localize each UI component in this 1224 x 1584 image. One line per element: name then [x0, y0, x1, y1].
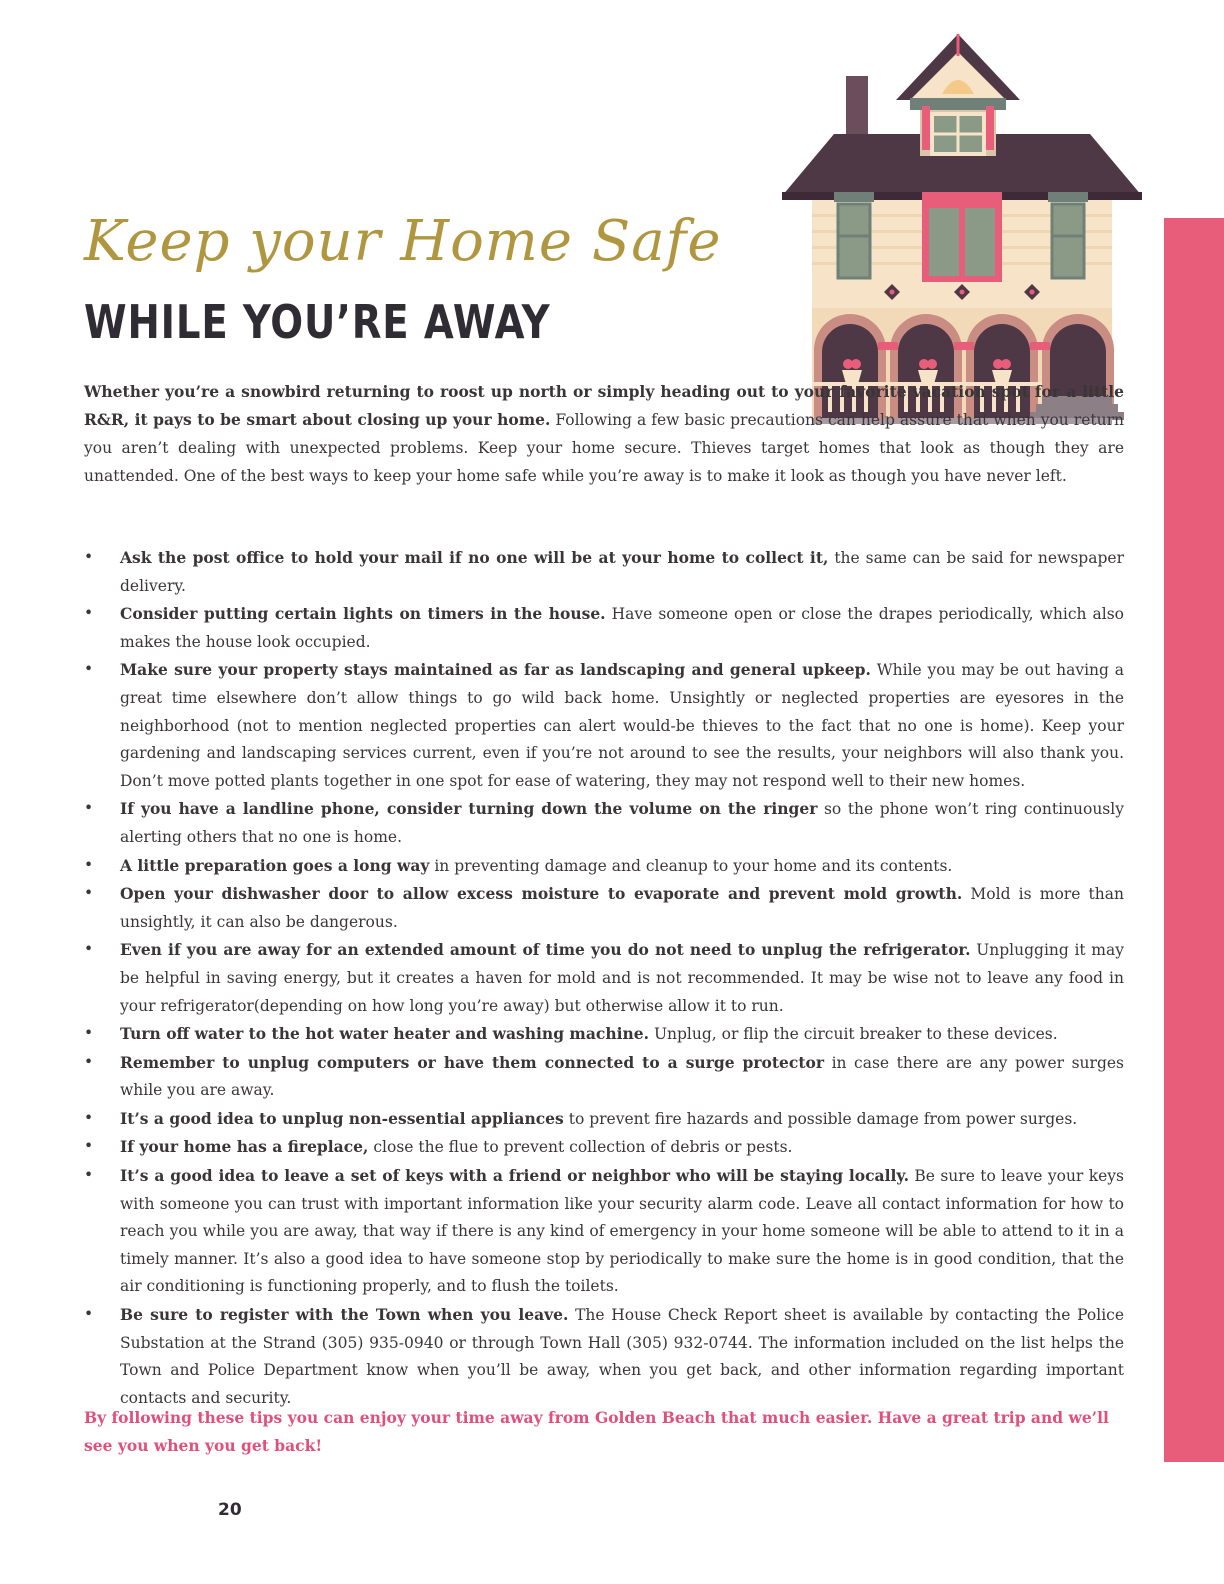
- tip-text: the same can be said for newspaper delivery.: [120, 549, 1124, 595]
- tip-lead: Turn off water to the hot water heater and washing machine.: [120, 1024, 649, 1044]
- tip-lead: Ask the post office to hold your mail if no one will be at your home to collect it,: [120, 548, 829, 567]
- tip-lead: Be sure to register with the Town when you leave.: [120, 1305, 569, 1325]
- list-item: [84, 656, 1124, 795]
- title-script: Keep your Home Safe: [84, 209, 722, 274]
- bullet: •: [84, 1024, 94, 1043]
- tip-lead: If you have a landline phone, consider turning down the volume on the ringer: [120, 799, 818, 819]
- tip-lead: Even if you are away for an extended amount of time you do not need to unplug the refrigerator.: [120, 940, 971, 960]
- list-item: [84, 1049, 1124, 1105]
- list-item: [84, 1133, 1124, 1162]
- bullet: •: [84, 1166, 94, 1185]
- tip-lead: If your home has a fireplace,: [120, 1137, 369, 1157]
- tip-text: Have someone open or close the drapes periodically, which also makes the house look occupied.: [120, 605, 1124, 651]
- tip-text: to prevent fire hazards and possible damage from power surges.: [568, 1109, 1078, 1128]
- tip-lead: Consider putting certain lights on timers in the house.: [120, 604, 606, 624]
- bullet: •: [84, 1108, 94, 1127]
- tip-text: in case there are any power surges while you are away.: [120, 1053, 1124, 1100]
- list-item: [84, 1020, 1124, 1049]
- tip-text: Be sure to leave your keys with someone you can trust with important information like your security alarm code. Leave all contact information for how to reach you while you are away, that way if there is any kind of emergency in your home someone will be able to attend to it in a timely manner. It’s also a good idea to have someone stop by periodically to make sure the home is in good condition, that the air conditioning is functioning properly, and to flush the toilets.: [120, 1167, 1124, 1296]
- bullet: •: [84, 548, 94, 566]
- bullet: •: [84, 884, 94, 903]
- bullet: •: [84, 940, 94, 959]
- list-item: [84, 1105, 1124, 1134]
- tip-text: While you may be out having a great time elsewhere don’t allow things to go wild back home. Unsightly or neglected properties are eyesores in the neighborhood (not to mention neglected properties can alert would-be thieves to the fact that no one is home). Keep your gardening and landscaping services current, even if you’re not around to see the results, your neighbors will also thank you. Don’t move potted plants together in one spot for ease of watering, they may not respond well to their new homes.: [120, 661, 1125, 790]
- list-item: [84, 936, 1124, 1020]
- tip-lead: It’s a good idea to leave a set of keys with a friend or neighbor who will be staying locally.: [120, 1166, 910, 1186]
- tip-text: Mold is more than unsightly, it can also be dangerous.: [120, 885, 1124, 931]
- tip-text: so the phone won’t ring continuously alerting others that no one is home.: [120, 800, 1124, 846]
- tip-lead: Open your dishwasher door to allow excess moisture to evaporate and prevent mold growth.: [120, 884, 963, 904]
- page-number: 20: [218, 1500, 242, 1520]
- tip-text: close the flue to prevent collection of debris or pests.: [373, 1138, 793, 1157]
- tip-text: Unplug, or flip the circuit breaker to these devices.: [653, 1025, 1058, 1044]
- tips-list: [84, 544, 1124, 1412]
- tip-lead: A little preparation goes a long way: [120, 855, 430, 875]
- intro-paragraph: [84, 378, 1124, 490]
- chimney: [846, 76, 868, 134]
- intro-lead: Whether you’re a snowbird returning to roost up north or simply heading out to your favorite vacation spot for a little R&R, it pays to be smart about closing up your home.: [84, 382, 1124, 429]
- intro-body: Following a few basic precautions can help assure that when you return you aren’t dealing with unexpected problems. Keep your home secure. Thieves target homes that look as though they are unattended. One of the best ways to keep your home safe while you’re away is to make it look as though you have never left.: [84, 411, 1124, 485]
- closing-note: By following these tips you can enjoy your time away from Golden Beach that much easier. Have a great trip and we’ll see you when you get back!: [84, 1408, 1109, 1455]
- tip-text: in preventing damage and cleanup to your home and its contents.: [434, 856, 953, 875]
- list-item: [84, 852, 1124, 881]
- title-subheading: WHILE YOU’RE AWAY: [84, 295, 551, 349]
- tip-lead: Make sure your property stays maintained as far as landscaping and general upkeep.: [120, 660, 871, 680]
- bullet: •: [84, 855, 94, 874]
- bullet: •: [84, 604, 94, 623]
- side-accent-bar: [1164, 218, 1224, 1462]
- list-item: [84, 795, 1124, 851]
- tip-lead: Remember to unplug computers or have them connected to a surge protector: [120, 1052, 825, 1072]
- bullet: •: [84, 1305, 94, 1324]
- list-item: [84, 880, 1124, 936]
- list-item: [84, 544, 1124, 600]
- list-item: [84, 600, 1124, 656]
- bullet: •: [84, 1137, 94, 1156]
- bullet: •: [84, 1052, 94, 1071]
- tip-text: Unplugging it may be helpful in saving energy, but it creates a haven for mold and is not recommended. It may be wise not to leave any food in your refrigerator(depending on how long you’re away) but otherwise allow it to run.: [120, 941, 1124, 1015]
- bullet: •: [84, 799, 94, 818]
- house-illustration: [772, 30, 1152, 426]
- bullet: •: [84, 660, 94, 679]
- tip-lead: It’s a good idea to unplug non-essential appliances: [120, 1108, 564, 1128]
- list-item: [84, 1301, 1124, 1412]
- tip-text: The House Check Report sheet is available by contacting the Police Substation at the Strand (305) 935-0940 or through Town Hall (305) 932-0744. The information included on the list helps the Town and Police Department know when you’ll be away, when you get back, and other information regarding important contacts and security.: [120, 1306, 1124, 1407]
- list-item: [84, 1162, 1124, 1301]
